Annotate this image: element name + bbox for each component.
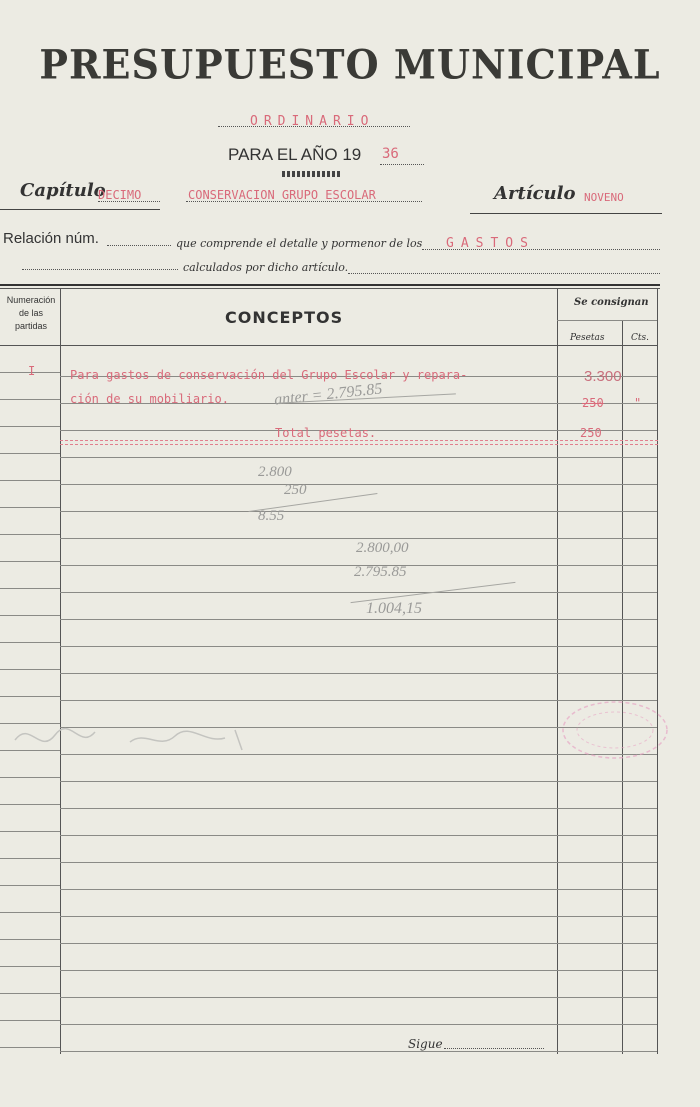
column-header-numeracion: Numeración de las partidas [6,295,56,331]
header-sub-rule [557,320,657,321]
ruled-line-amount [557,565,657,566]
budget-type: ORDINARIO [250,114,375,129]
stamp-mark [555,690,675,770]
faded-signature [10,710,260,770]
capitulo-description: CONSERVACION GRUPO ESCOLAR [188,188,376,202]
row-number: I [28,364,36,378]
year-value: 36 [382,146,399,162]
capitulo-label: Capítulo [20,180,106,201]
sigue-line [444,1048,544,1049]
ruled-line-concept [60,673,557,674]
ruled-line-num [0,858,60,859]
ruled-line-amount [557,511,657,512]
ruled-line-concept [60,1024,557,1025]
ruled-line-concept [60,484,557,485]
capitulo-line [98,201,160,202]
ruled-line-num [0,831,60,832]
table-top-rule [0,284,660,286]
sigue-label: Sigue [408,1037,443,1051]
table-top-rule-inner [0,288,660,289]
capitulo-description-line [186,201,422,202]
ruled-line-concept [60,997,557,998]
ruled-line-amount [557,997,657,998]
ruled-line-num [0,561,60,562]
budget-type-line [218,126,410,127]
ruled-line-concept [60,1051,557,1052]
column-header-pesetas: Pesetas [570,333,605,343]
ruled-line-amount [557,619,657,620]
articulo-value: NOVENO [584,191,624,204]
relacion-type-line [422,249,660,250]
pencil-calc2-a: 2.800,00 [356,540,409,556]
ruled-line-num [0,939,60,940]
ruled-line-amount [557,916,657,917]
pencil-calc2-c: 1.004,15 [366,600,422,617]
ruled-line-num [0,993,60,994]
ruled-line-concept [60,781,557,782]
pesetas-struck: 250 [582,396,604,410]
year-line [380,164,424,165]
relacion-trailing-line [348,273,660,274]
ruled-line-num [0,1047,60,1048]
total-value: 250 [580,426,602,440]
concept-line-1: Para gastos de conservación del Grupo Escolar y repara- [70,368,468,382]
ruled-line-amount [557,484,657,485]
ruled-line-num [0,696,60,697]
ruled-line-concept [60,970,557,971]
ruled-line-concept [60,646,557,647]
ruled-line-amount [557,673,657,674]
ruled-line-amount [557,1051,657,1052]
relacion-label: Relación núm. [3,230,99,247]
ruled-line-amount [557,889,657,890]
ruled-line-num [0,588,60,589]
cts-mark: " [634,396,642,410]
relacion-blank-line [22,269,178,270]
relacion-text-2: calculados por dicho artículo. [183,261,349,274]
relacion-type: GASTOS [446,236,535,251]
column-header-cts: Cts. [631,333,649,343]
ruled-line-amount [557,808,657,809]
ruled-line-amount [557,862,657,863]
ruled-line-concept [60,619,557,620]
pencil-calc2-b: 2.795.85 [354,564,407,580]
ornament-divider [282,171,340,177]
ruled-line-num [0,534,60,535]
divider-left [0,209,160,210]
articulo-label: Artículo [494,183,576,204]
column-divider-right [657,288,658,1054]
ruled-line-num [0,399,60,400]
ruled-line-amount [557,646,657,647]
ruled-line-amount [557,943,657,944]
ruled-line-num [0,453,60,454]
ruled-line-amount [557,970,657,971]
ruled-line-num [0,885,60,886]
relacion-number-line [107,245,171,246]
divider-right [470,213,662,214]
ruled-line-concept [60,862,557,863]
ruled-line-concept [60,592,557,593]
ruled-line-amount [557,835,657,836]
ruled-line-num [0,912,60,913]
ruled-line-num [0,777,60,778]
concept-line-2: ción de su mobiliario. [70,392,229,406]
ruled-line-concept [60,943,557,944]
column-header-consignan: Se consignan [574,297,649,308]
ruled-line-concept [60,889,557,890]
pencil-calc1-a: 2.800 [258,464,292,480]
ruled-line-amount [557,781,657,782]
ruled-line-num [0,642,60,643]
ruled-line-num [0,1020,60,1021]
ruled-line-num [0,507,60,508]
ruled-line-concept [60,565,557,566]
total-label: Total pesetas. [275,426,377,440]
ruled-line-concept [60,916,557,917]
ruled-line-amount [557,592,657,593]
pesetas-corrected: 3.300 [584,368,622,385]
ruled-line-amount [557,1024,657,1025]
ruled-line-num [0,426,60,427]
document-title: PRESUPUESTO MUNICIPAL [39,40,661,89]
ruled-line-concept [60,511,557,512]
ruled-line-amount [557,457,657,458]
ruled-line-num [0,804,60,805]
capitulo-value: DECIMO [98,188,142,202]
relacion-text-1: que comprende el detalle y pormenor de los [176,237,423,250]
ruled-line-amount [557,538,657,539]
total-double-rule [60,440,658,445]
ruled-line-num [0,669,60,670]
ruled-line-amount [557,403,657,404]
column-header-conceptos: CONCEPTOS [225,308,344,327]
pencil-anter: anter = 2.795.85 [273,380,384,409]
ruled-line-amount [557,430,657,431]
ruled-line-num [0,480,60,481]
year-label: PARA EL AÑO 19 [228,145,362,164]
pencil-calc1-b: 250 [284,482,307,498]
ruled-line-concept [60,457,557,458]
ruled-line-num [0,615,60,616]
ruled-line-concept [60,808,557,809]
header-bottom-rule [0,345,658,346]
ruled-line-concept [60,538,557,539]
ruled-line-concept [60,700,557,701]
pencil-calc1-c: 8.55 [258,508,285,524]
ruled-line-concept [60,835,557,836]
ruled-line-num [0,966,60,967]
